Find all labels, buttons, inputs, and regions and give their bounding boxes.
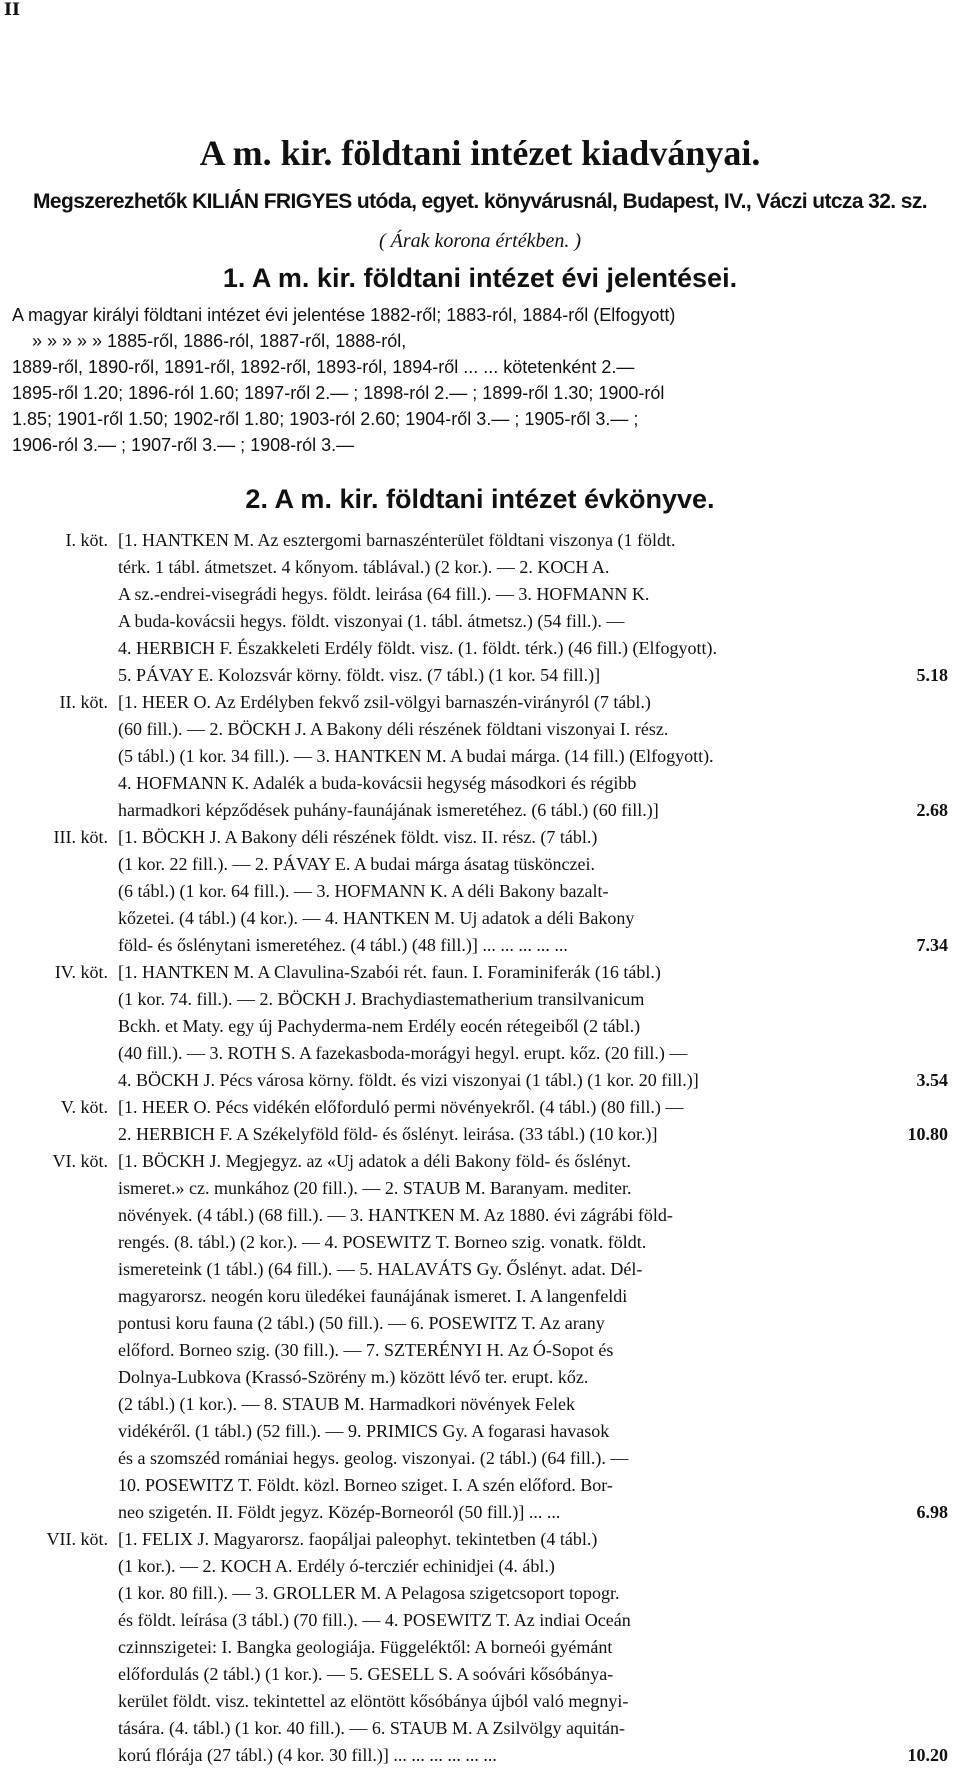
volume-entry — [12, 689, 948, 824]
text-line: 4. BÖCKH J. Pécs városa körny. földt. és vizi viszonyai (1 tábl.) (1 kor. 20 fill.)] — [118, 1070, 699, 1090]
text-line: pontusi koru fauna (2 tábl.) (50 fill.). — 6. POSEWITZ T. Az arany — [118, 1313, 605, 1333]
page-title: A m. kir. földtani intézet kiadványai. — [199, 133, 761, 173]
text-line: 1906-ról 3.— ; 1907-ről 3.— ; 1908-ról 3.— — [12, 435, 355, 455]
text-line: ismereteink (1 tábl.) (64 fill.). — 5. HALAVÁTS Gy. Őslényt. adat. Dél- — [118, 1259, 643, 1279]
volume-label: IV. köt. — [54, 962, 108, 982]
text-line: előford. Borneo szig. (30 fill.). — 7. SZTERÉNYI H. Az Ó-Sopot és — [118, 1340, 614, 1360]
volume-contents — [118, 824, 866, 959]
text-line: [1. HANTKEN M. A Clavulina-Szabói rét. faun. I. Foraminiferák (16 tábl.) — [118, 962, 661, 982]
section-heading-yearbook: 2. A m. kir. földtani intézet évkönyve. — [245, 484, 715, 514]
volume-entry — [12, 1148, 948, 1526]
text-line: A sz.-endrei-visegrádi hegys. földt. leirása (64 fill.). — 3. HOFMANN K. — [118, 584, 650, 604]
yearbook-volume-list — [12, 527, 948, 1769]
text-line: és földt. leírása (3 tábl.) (70 fill.). — 4. POSEWITZ T. Az indiai Oceán — [118, 1610, 631, 1630]
text-line: korú flórája (27 tábl.) (4 kor. 30 fill.)] ... ... ... ... ... ... — [118, 1745, 497, 1765]
text-line: » » » » » 1885-ről, 1886-ról, 1887-ről, 1888-ról, — [32, 331, 407, 351]
volume-contents — [118, 1094, 866, 1148]
text-line: ismeret.» cz. munkához (20 fill.). — 2. STAUB M. Baranyam. mediter. — [118, 1178, 632, 1198]
volume-contents — [118, 1526, 866, 1769]
text-line: 1895-ről 1.20; 1896-ról 1.60; 1897-ről 2.— ; 1898-ról 2.— ; 1899-ről 1.30; 1900-ról — [12, 383, 665, 403]
volume-price: 6.98 — [916, 1502, 948, 1522]
text-line: 4. HERBICH F. Északkeleti Erdély földt. visz. (1. földt. térk.) (46 fill.) (Elfogyott). — [118, 638, 717, 658]
text-line: térk. 1 tábl. átmetszet. 4 kőnyom. táblával.) (2 kor.). — 2. KOCH A. — [118, 557, 610, 577]
text-line: kerület földt. visz. tekintettel az elöntött kősóbánya újból való megnyi- — [118, 1691, 629, 1711]
volume-price: 3.54 — [916, 1070, 948, 1090]
volume-price: 10.80 — [907, 1124, 948, 1144]
text-line: czinnszigetei: I. Bangka geologiája. Függeléktől: A borneói gyémánt — [118, 1637, 613, 1657]
text-line: [1. FELIX J. Magyarorsz. faopáljai paleophyt. tekintetben (4 tábl.) — [118, 1529, 598, 1549]
text-line: rengés. (8. tábl.) (2 kor.). — 4. POSEWITZ T. Borneo szig. vonatk. földt. — [118, 1232, 647, 1252]
text-line: 5. PÁVAY E. Kolozsvár körny. földt. visz. (7 tábl.) (1 kor. 54 fill.)] — [118, 665, 601, 685]
text-line: 2. HERBICH F. A Székelyföld föld- és őslényt. leirása. (33 tábl.) (10 kor.)] — [118, 1124, 658, 1144]
text-line: 1.85; 1901-ről 1.50; 1902-ről 1.80; 1903-ról 2.60; 1904-ről 3.— ; 1905-ről 3.— ; — [12, 409, 639, 429]
volume-label: II. köt. — [59, 692, 108, 712]
text-line: (60 fill.). — 2. BÖCKH J. A Bakony déli részének földtani viszonyai I. rész. — [118, 719, 669, 739]
page-number: II — [4, 0, 20, 20]
text-line: [1. BÖCKH J. A Bakony déli részének földt. visz. II. rész. (7 tábl.) — [118, 827, 598, 847]
text-line: kőzetei. (4 tábl.) (4 kor.). — 4. HANTKEN M. Uj adatok a déli Bakony — [118, 908, 635, 928]
text-line: Bckh. et Maty. egy új Pachyderma-nem Erdély eocén rétegeiből (2 tábl.) — [118, 1016, 641, 1036]
text-line: [1. BÖCKH J. Megjegyz. az «Uj adatok a déli Bakony föld- és őslényt. — [118, 1151, 631, 1171]
text-line: 1889-ről, 1890-ről, 1891-ről, 1892-ről, 1893-ról, 1894-ről ... ... kötetenként 2.— — [12, 357, 635, 377]
text-line: 10. POSEWITZ T. Földt. közl. Borneo sziget. I. A szén előford. Bor- — [118, 1475, 613, 1495]
text-line: A magyar királyi földtani intézet évi jelentése 1882-ről; 1883-ról, 1884-ről (Elfogyott) — [12, 305, 676, 325]
volume-price: 5.18 — [916, 665, 948, 685]
volume-label: III. köt. — [53, 827, 108, 847]
text-line: (5 tábl.) (1 kor. 34 fill.). — 3. HANTKEN M. A budai márga. (14 fill.) (Elfogyott). — [118, 746, 714, 766]
volume-contents — [118, 689, 866, 824]
volume-contents — [118, 527, 866, 689]
volume-entry — [12, 959, 948, 1094]
text-line: (6 tábl.) (1 kor. 64 fill.). — 3. HOFMANN K. A déli Bakony bazalt- — [118, 881, 609, 901]
text-line: előfordulás (2 tábl.) (1 kor.). — 5. GESELL S. A soóvári kősóbánya- — [118, 1664, 614, 1684]
text-line: neo szigetén. II. Földt jegyz. Közép-Borneoról (50 fill.)] ... ... — [118, 1502, 561, 1522]
volume-label: V. köt. — [60, 1097, 108, 1117]
volume-label: VII. köt. — [46, 1529, 108, 1549]
volume-contents — [118, 959, 866, 1094]
text-line: [1. HANTKEN M. Az esztergomi barnaszénterület földtani viszonya (1 földt. — [118, 530, 676, 550]
volume-entry — [12, 527, 948, 689]
text-line: (1 kor. 22 fill.). — 2. PÁVAY E. A budai márga ásatag tüskönczei. — [118, 854, 595, 874]
text-line: Dolnya-Lubkova (Krassó-Szörény m.) között lévő ter. erupt. kőz. — [118, 1367, 589, 1387]
volume-contents — [118, 1148, 866, 1526]
volume-price: 10.20 — [907, 1745, 948, 1765]
volume-price: 7.34 — [916, 935, 948, 955]
text-line: 4. HOFMANN K. Adalék a buda-kovácsii hegység másodkori és régibb — [118, 773, 637, 793]
text-line: (1 kor.). — 2. KOCH A. Erdély ó-tercziér echinidjei (4. ábl.) — [118, 1556, 555, 1576]
text-line: A buda-kovácsii hegys. földt. viszonyai (1. tábl. átmetsz.) (54 fill.). — — [118, 611, 625, 631]
text-line: (40 fill.). — 3. ROTH S. A fazekasboda-morágyi hegyl. erupt. kőz. (20 fill.) — — [118, 1043, 688, 1063]
text-line: (1 kor. 80 fill.). — 3. GROLLER M. A Pelagosa szigetcsoport topogr. — [118, 1583, 620, 1603]
volume-label: VI. köt. — [52, 1151, 108, 1171]
seller-line: Megszerezhetők KILIÁN FRIGYES utóda, egyet. könyvárusnál, Budapest, IV., Váczi utcza 32. sz. — [33, 190, 927, 213]
text-line: harmadkori képződések puhány-faunájának ismeretéhez. (6 tábl.) (60 fill.)] — [118, 800, 659, 820]
text-line: tására. (4. tábl.) (1 kor. 40 fill.). — 6. STAUB M. A Zsilvölgy aquitán- — [118, 1718, 625, 1738]
text-line: (1 kor. 74. fill.). — 2. BÖCKH J. Brachydiastematherium transilvanicum — [118, 989, 645, 1009]
text-line: magyarorsz. neogén koru üledékei faunájának ismeret. I. A langenfeldi — [118, 1286, 628, 1306]
text-line: [1. HEER O. Az Erdélyben fekvő zsil-völgyi barnaszén-virányról (7 tábl.) — [118, 692, 651, 712]
text-line: föld- és őslénytani ismeretéhez. (4 tábl.) (48 fill.)] ... ... ... ... ... — [118, 935, 568, 955]
text-line: (2 tábl.) (1 kor.). — 8. STAUB M. Harmadkori növények Felek — [118, 1394, 575, 1414]
prices-note: ( Árak korona értékben. ) — [379, 230, 581, 252]
volume-entry — [12, 1526, 948, 1769]
volume-entry — [12, 824, 948, 959]
text-line: növények. (4 tábl.) (68 fill.). — 3. HANTKEN M. Az 1880. évi zágrábi föld- — [118, 1205, 673, 1225]
volume-price: 2.68 — [916, 800, 948, 820]
annual-reports-text — [12, 302, 948, 458]
section-heading-annual-reports: 1. A m. kir. földtani intézet évi jelentései. — [222, 263, 738, 293]
volume-entry — [12, 1094, 948, 1148]
text-line: és a szomszéd romániai hegys. geolog. viszonyai. (2 tábl.) (64 fill.). — — [118, 1448, 629, 1468]
volume-label: I. köt. — [65, 530, 108, 550]
text-line: [1. HEER O. Pécs vidékén előforduló permi növényekről. (4 tábl.) (80 fill.) — — [118, 1097, 684, 1117]
text-line: vidékéről. (1 tábl.) (52 fill.). — 9. PRIMICS Gy. A fogarasi havasok — [118, 1421, 610, 1441]
